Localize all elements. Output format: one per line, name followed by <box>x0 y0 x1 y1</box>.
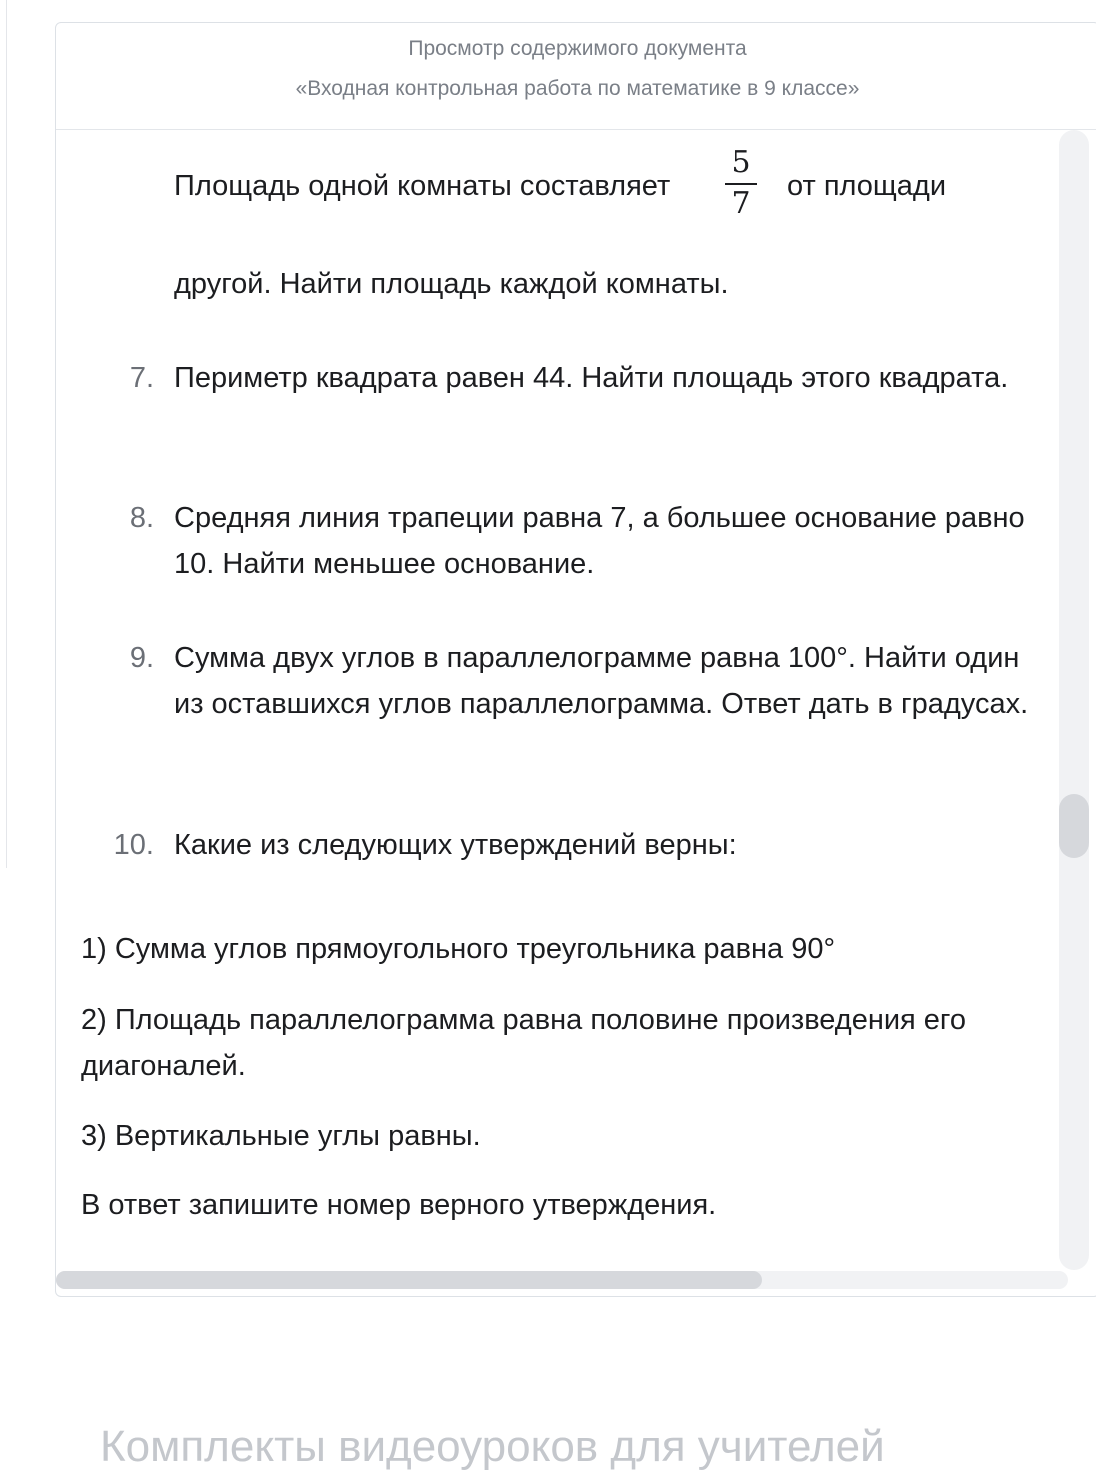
document-content <box>56 130 1056 1270</box>
list-item-text: Какие из следующих утверждений верны: <box>174 829 737 861</box>
video-lessons-heading: Комплекты видеоуроков для учителей <box>100 1422 885 1471</box>
viewer-header <box>56 23 1096 130</box>
vertical-scrollbar-track[interactable] <box>1059 130 1089 1270</box>
list-item-number: 7. <box>129 362 154 394</box>
list-item-text: Сумма двух углов в параллелограмме равна 100°. Найти один из оставшихся углов параллелограмма. Ответ дать в градусах. <box>174 642 1029 720</box>
list-item-8 <box>129 495 1034 587</box>
item-6-second-line: другой. Найти площадь каждой комнаты. <box>174 268 729 300</box>
list-item-10 <box>113 822 1034 868</box>
list-item-number: 8. <box>129 502 154 534</box>
item-6-text-before: Площадь одной комнаты составляет <box>174 170 671 202</box>
statement-3: 3) Вертикальные углы равны. <box>81 1120 481 1152</box>
answer-instruction: В ответ запишите номер верного утверждения. <box>81 1189 717 1221</box>
fraction-numerator: 5 <box>731 145 751 180</box>
list-item-number: 9. <box>129 642 154 674</box>
list-item-7 <box>129 355 1034 401</box>
fraction-bar <box>725 183 757 185</box>
page-left-border <box>6 0 7 868</box>
list-item-number: 10. <box>113 829 154 861</box>
statement-2: 2) Площадь параллелограмма равна половине произведения его диагоналей. <box>81 1004 966 1082</box>
list-item-text: Периметр квадрата равен 44. Найти площадь этого квадрата. <box>174 362 1009 394</box>
item-6-text-after: от площади <box>787 170 947 202</box>
vertical-scrollbar-thumb[interactable] <box>1059 794 1089 858</box>
fraction <box>725 146 757 221</box>
horizontal-scrollbar-thumb[interactable] <box>56 1271 762 1289</box>
viewer-title: Просмотр содержимого документа <box>408 37 747 60</box>
fraction-denominator: 7 <box>731 186 751 221</box>
document-title: «Входная контрольная работа по математике в 9 классе» <box>295 77 860 100</box>
list-item-9 <box>129 635 1034 727</box>
statement-1: 1) Сумма углов прямоугольного треугольника равна 90° <box>81 933 836 965</box>
list-item-text: Средняя линия трапеции равна 7, а большее основание равно 10. Найти меньшее основание. <box>174 502 1025 580</box>
document-viewer <box>55 22 1096 1297</box>
